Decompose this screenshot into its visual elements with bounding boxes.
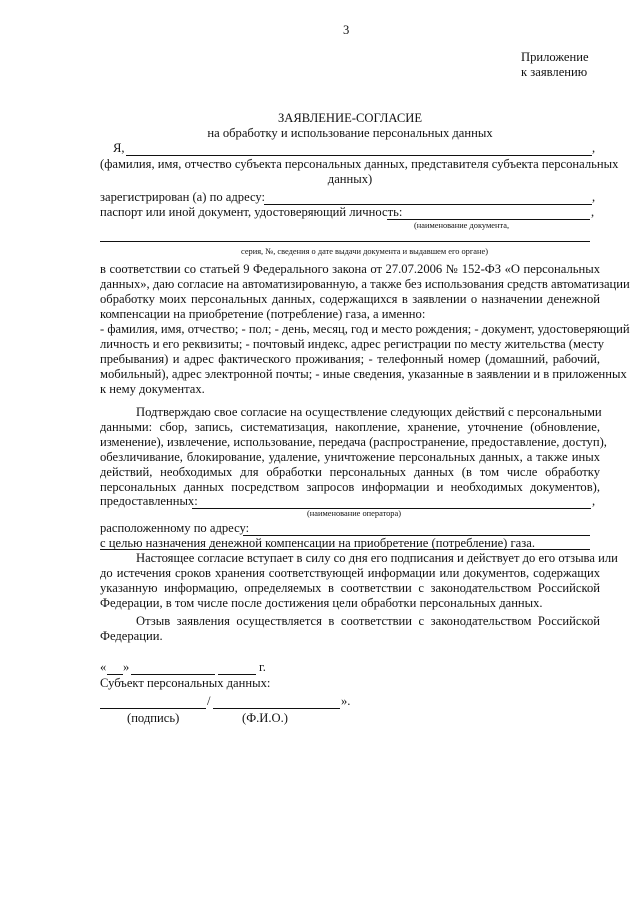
doc-series-fill-line	[100, 241, 590, 242]
para1-line-7: пребывания) и адрес фактического проживания; - телефонный номер (домашний, рабочий,	[100, 352, 600, 366]
date-open-quote: «	[100, 660, 107, 674]
para2-line-6: персональных данных посредством запросов информации и необходимых документов),	[100, 480, 600, 494]
para4-line-2: Федерации.	[100, 629, 163, 643]
provided-label: предоставленных:	[100, 494, 198, 508]
fio-signature-line	[213, 708, 340, 709]
para1-line-1: в соответствии со статьей 9 Федерального закона от 27.07.2006 № 152-ФЗ «О персональных	[100, 262, 600, 276]
fio-line-comma: ,	[592, 141, 596, 155]
doc-name-hint: (наименование документа,	[414, 221, 510, 230]
para1-line-9: к нему документах.	[100, 382, 205, 396]
fio-note-line-1: (фамилия, имя, отчество субъекта персональных данных, представителя субъекта персональных	[100, 157, 619, 171]
fio-label: (Ф.И.О.)	[242, 711, 288, 725]
passport-fill-line	[387, 219, 590, 220]
signature-slash: /	[207, 694, 211, 708]
para1-line-4: компенсации на приобретение (потребление) газа, а именно:	[100, 307, 426, 321]
para1-line-8: мобильный), адрес электронной почты; - иные сведения, указанные в заявлении и в приложенных	[100, 367, 627, 381]
para1-line-5: - фамилия, имя, отчество; - пол; - день, месяц, год и место рождения; - документ, удостоверяющий	[100, 322, 630, 336]
located-label: расположенному по адресу:	[100, 521, 250, 535]
appendix-line-2: к заявлению	[521, 65, 588, 79]
sign-label: (подпись)	[127, 711, 180, 725]
para1-line-3: обработку моих персональных данных, содержащихся в заявлении о назначении денежной	[100, 292, 600, 306]
passport-label: паспорт или иной документ, удостоверяющий личность:	[100, 205, 403, 219]
date-close-quote: »	[123, 660, 130, 674]
para2-line-4: обезличивание, блокирование, удаление, уничтожение персональных данных, а также иных	[100, 450, 600, 464]
para4-line-1: Отзыв заявления осуществляется в соответствии с законодательством Российской	[136, 614, 600, 628]
date-year-line	[218, 674, 256, 675]
signature-end: ».	[341, 694, 351, 708]
registered-line-comma: ,	[592, 190, 596, 204]
signature-line	[100, 708, 206, 709]
date-day-line	[107, 674, 123, 675]
provided-line-comma: ,	[592, 494, 596, 508]
page-number: 3	[343, 23, 350, 37]
para2-line-2: данными: сбор, запись, систематизация, накопление, хранение, уточнение (обновление,	[100, 420, 600, 434]
para3-line-3: указанную информацию, определяемых в соответствии с законодательством Российской	[100, 581, 600, 595]
doc-series-hint: серия, №, сведения о дате выдачи документа и выдавшем его органе)	[241, 247, 489, 256]
document-subtitle: на обработку и использование персональных данных	[207, 126, 493, 140]
purpose-line: с целью назначения денежной компенсации на приобретение (потребление) газа.	[100, 536, 535, 550]
document-title: ЗАЯВЛЕНИЕ-СОГЛАСИЕ	[277, 111, 423, 125]
date-month-line	[131, 674, 215, 675]
para1-line-6: личность и его реквизиты; - почтовый индекс, адрес регистрации по месту жительства (месту	[100, 337, 605, 351]
para3-line-1: Настоящее согласие вступает в силу со дня его подписания и действует до его отзыва или	[136, 551, 618, 565]
passport-line-comma: ,	[591, 205, 595, 219]
registered-label: зарегистрирован (а) по адресу:	[100, 190, 266, 204]
para3-line-4: Федерации, в том числе после достижения цели обработки персональных данных.	[100, 596, 543, 610]
operator-hint: (наименование оператора)	[307, 509, 401, 518]
subject-label: Субъект персональных данных:	[100, 676, 271, 690]
para1-line-2: данных», даю согласие на автоматизированную, а также без использования средств автоматизации	[100, 277, 630, 291]
para2-line-1: Подтверждаю свое согласие на осуществление следующих действий с персональными	[136, 405, 602, 419]
appendix-line-1: Приложение	[521, 50, 589, 64]
para2-line-5: действий, необходимых для обработки персональных данных (в том числе обработку	[100, 465, 600, 479]
i-label: Я,	[113, 141, 125, 155]
date-year-suffix: г.	[259, 660, 266, 674]
para3-line-2: до истечения сроков хранения соответствующей информации или документов, содержащих	[100, 566, 600, 580]
fio-fill-line	[126, 155, 592, 156]
fio-note-line-2: данных)	[327, 172, 373, 186]
para2-line-3: изменение), извлечение, использование, передача (распространение, предоставление, доступ),	[100, 435, 607, 449]
